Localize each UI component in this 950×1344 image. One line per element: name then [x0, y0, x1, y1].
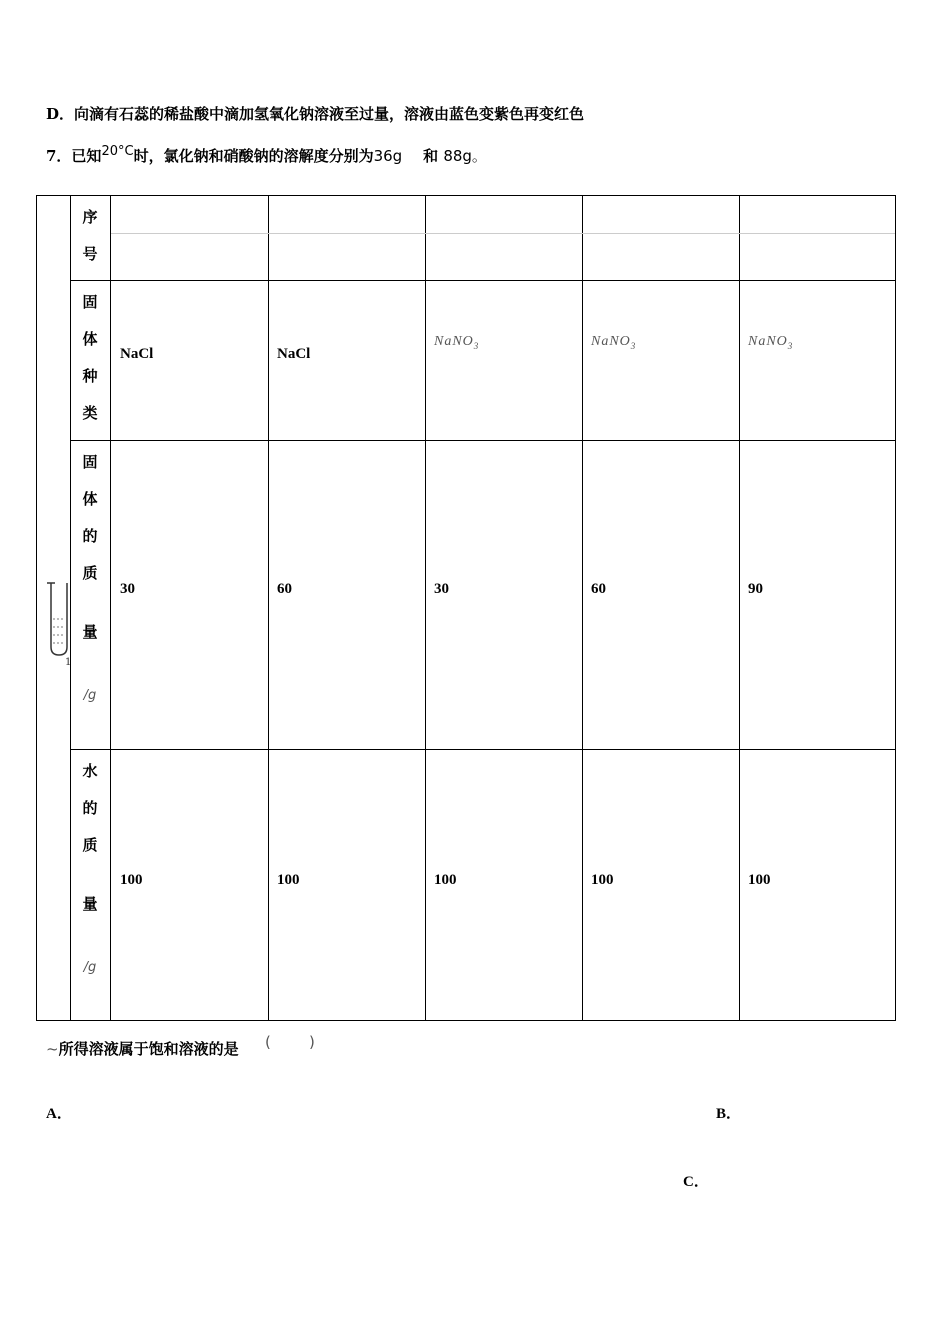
cell-water-mass: 100 [120, 872, 143, 888]
table-divider [739, 196, 740, 1020]
answer-blank: ( ) [265, 1033, 315, 1051]
header-char: 质 [82, 564, 98, 582]
cell-solid-type-formula [748, 334, 793, 351]
question-text [46, 1038, 239, 1059]
cell-solid-type-formula [591, 334, 636, 351]
unit-label: /g [83, 688, 97, 703]
header-char: 体 [82, 330, 98, 348]
unit-label: /g [83, 960, 97, 975]
header-char: 水 [82, 762, 98, 780]
cell-water-mass: 100 [277, 872, 300, 888]
table-divider [111, 233, 895, 234]
formula-text: NaNO [748, 334, 788, 349]
cell-solid-mass: 30 [120, 581, 135, 597]
formula-subscript: 3 [787, 340, 794, 351]
cell-solid-type: NaCl [120, 346, 154, 362]
cell-solid-mass: 30 [434, 581, 449, 597]
cell-solid-mass: 60 [591, 581, 606, 597]
question-7-intro [46, 144, 487, 166]
table-divider [425, 196, 426, 1020]
formula-text: NaNO [591, 334, 631, 349]
formula-subscript: 3 [630, 340, 637, 351]
tilde-mark: ~ [46, 1040, 59, 1058]
header-char: 固 [82, 293, 98, 311]
header-char: 的 [82, 527, 98, 545]
table-divider [582, 196, 583, 1020]
header-char: 种 [82, 367, 98, 385]
q7-value-nacl: 36g [373, 147, 403, 165]
solubility-table [36, 195, 896, 1021]
q7-prefix: 7．已知 [46, 147, 102, 165]
q7-and: 和 [423, 147, 439, 165]
cell-solid-type-formula [434, 334, 479, 351]
option-c-label: C． [683, 1174, 709, 1190]
q7-mid: 时，氯化钠和硝酸钠的溶解度分别为 [133, 147, 374, 165]
table-divider [70, 749, 895, 750]
header-char: 量 [82, 623, 98, 641]
header-char: 体 [82, 490, 98, 508]
formula-subscript: 3 [473, 340, 480, 351]
svg-text:1: 1 [65, 657, 72, 667]
table-divider [268, 196, 269, 1020]
option-a-label: A． [46, 1106, 72, 1122]
cell-water-mass: 100 [748, 872, 771, 888]
temperature: 20°C [101, 144, 134, 159]
cell-water-mass: 100 [434, 872, 457, 888]
cell-water-mass: 100 [591, 872, 614, 888]
option-d-text: D．向滴有石蕊的稀盐酸中滴加氢氧化钠溶液至过量，溶液由蓝色变紫色再变红色 [46, 105, 585, 123]
header-char: 的 [82, 799, 98, 817]
formula-text: NaNO [434, 334, 474, 349]
header-char: 序 [82, 208, 98, 226]
header-char: 类 [82, 404, 98, 422]
header-char: 固 [82, 453, 98, 471]
cell-solid-mass: 60 [277, 581, 292, 597]
q7-value-nano3: 88g。 [443, 147, 487, 165]
header-char: 质 [82, 836, 98, 854]
header-char: 量 [82, 895, 98, 913]
table-divider [70, 440, 895, 441]
cell-solid-mass: 90 [748, 581, 763, 597]
header-char: 号 [82, 245, 98, 263]
table-divider [70, 280, 895, 281]
cell-solid-type: NaCl [277, 346, 311, 362]
table-divider [110, 196, 111, 1020]
option-b-label: B． [716, 1106, 742, 1122]
question-stem: 所得溶液属于饱和溶液的是 [58, 1040, 239, 1058]
